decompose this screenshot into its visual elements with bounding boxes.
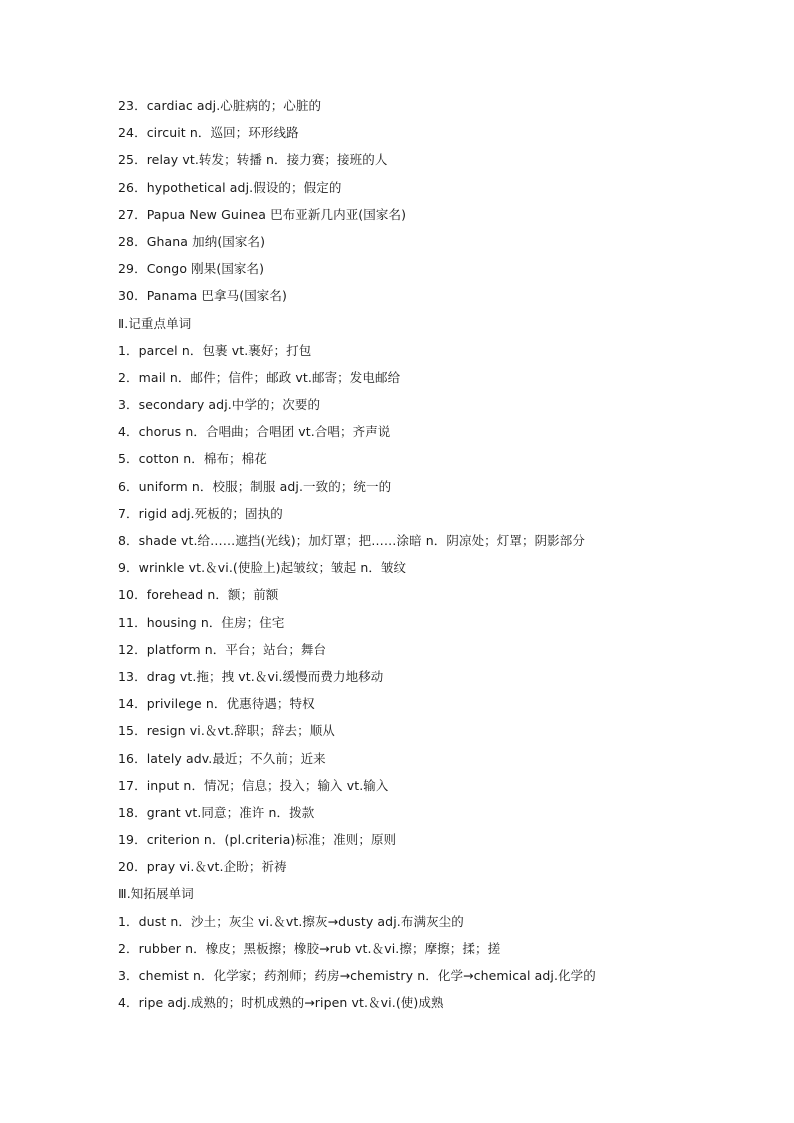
vocab-item-papua-new-guinea: 27．Papua New Guinea 巴布亚新几内亚(国家名) bbox=[118, 206, 407, 222]
vocab-item-parcel: 1．parcel n．包裹 vt.裹好；打包 bbox=[118, 342, 312, 358]
vocab-item-drag: 13．drag vt.拖；拽 vt.＆vi.缓慢而费力地移动 bbox=[118, 668, 384, 684]
vocab-item-forehead: 10．forehead n．额；前额 bbox=[118, 587, 279, 603]
vocab-item-congo: 29．Congo 刚果(国家名) bbox=[118, 261, 265, 277]
vocab-item-circuit: 24．circuit n．巡回；环形线路 bbox=[118, 125, 299, 141]
vocab-item-input: 17．input n．情况；信息；投入；输入 vt.输入 bbox=[118, 777, 389, 793]
vocab-item-uniform: 6．uniform n．校服；制服 adj.一致的；统一的 bbox=[118, 478, 392, 494]
vocab-item-resign: 15．resign vi.＆vt.辞职；辞去；顺从 bbox=[118, 723, 335, 739]
vocab-item-chemist: 3．chemist n．化学家；药剂师；药房→chemistry n．化学→chemical adj.化学的 bbox=[118, 968, 596, 983]
vocab-item-lately: 16．lately adv.最近；不久前；近来 bbox=[118, 750, 326, 766]
vocab-item-secondary: 3．secondary adj.中学的；次要的 bbox=[118, 397, 321, 413]
vocab-item-wrinkle: 9．wrinkle vt.＆vi.(使脸上)起皱纹；皱起 n．皱纹 bbox=[118, 560, 407, 576]
vocab-item-ripe: 4．ripe adj.成熟的；时机成熟的→ripen vt.＆vi.(使)成熟 bbox=[118, 995, 444, 1011]
section-heading-extended-words: Ⅲ.知拓展单词 bbox=[118, 886, 194, 902]
vocab-item-cotton: 5．cotton n．棉布；棉花 bbox=[118, 451, 267, 467]
section-heading-key-words: Ⅱ.记重点单词 bbox=[118, 315, 192, 331]
vocab-item-pray: 20．pray vi.＆vt.企盼；祈祷 bbox=[118, 859, 287, 875]
vocab-item-housing: 11．housing n．住房；住宅 bbox=[118, 614, 285, 630]
vocab-item-dust: 1．dust n．沙土；灰尘 vi.＆vt.擦灰→dusty adj.布满灰尘的 bbox=[118, 913, 464, 929]
vocab-item-chorus: 4．chorus n．合唱曲；合唱团 vt.合唱；齐声说 bbox=[118, 424, 391, 440]
vocab-item-rigid: 7．rigid adj.死板的；固执的 bbox=[118, 505, 283, 521]
vocabulary-list bbox=[118, 92, 738, 1016]
vocab-item-ghana: 28．Ghana 加纳(国家名) bbox=[118, 233, 266, 249]
vocab-item-privilege: 14．privilege n．优惠待遇；特权 bbox=[118, 696, 315, 712]
vocab-item-criterion: 19．criterion n．(pl.criteria)标准；准则；原则 bbox=[118, 832, 397, 848]
vocab-item-cardiac: 23．cardiac adj.心脏病的；心脏的 bbox=[118, 98, 322, 113]
vocab-item-grant: 18．grant vt.同意；准许 n．拨款 bbox=[118, 804, 315, 820]
vocab-item-panama: 30．Panama 巴拿马(国家名) bbox=[118, 288, 287, 304]
vocab-item-shade: 8．shade vt.给……遮挡(光线)；加灯罩；把……涂暗 n．阴凉处；灯罩；阴影部分 bbox=[118, 533, 585, 548]
vocab-item-hypothetical: 26．hypothetical adj.假设的；假定的 bbox=[118, 179, 342, 195]
vocab-item-mail: 2．mail n．邮件；信件；邮政 vt.邮寄；发电邮给 bbox=[118, 369, 401, 385]
vocab-item-relay: 25．relay vt.转发；转播 n．接力赛；接班的人 bbox=[118, 152, 388, 168]
vocab-item-rubber: 2．rubber n．橡皮；黑板擦；橡胶→rub vt.＆vi.擦；摩擦；揉；搓 bbox=[118, 940, 501, 956]
vocab-item-platform: 12．platform n．平台；站台；舞台 bbox=[118, 641, 327, 657]
